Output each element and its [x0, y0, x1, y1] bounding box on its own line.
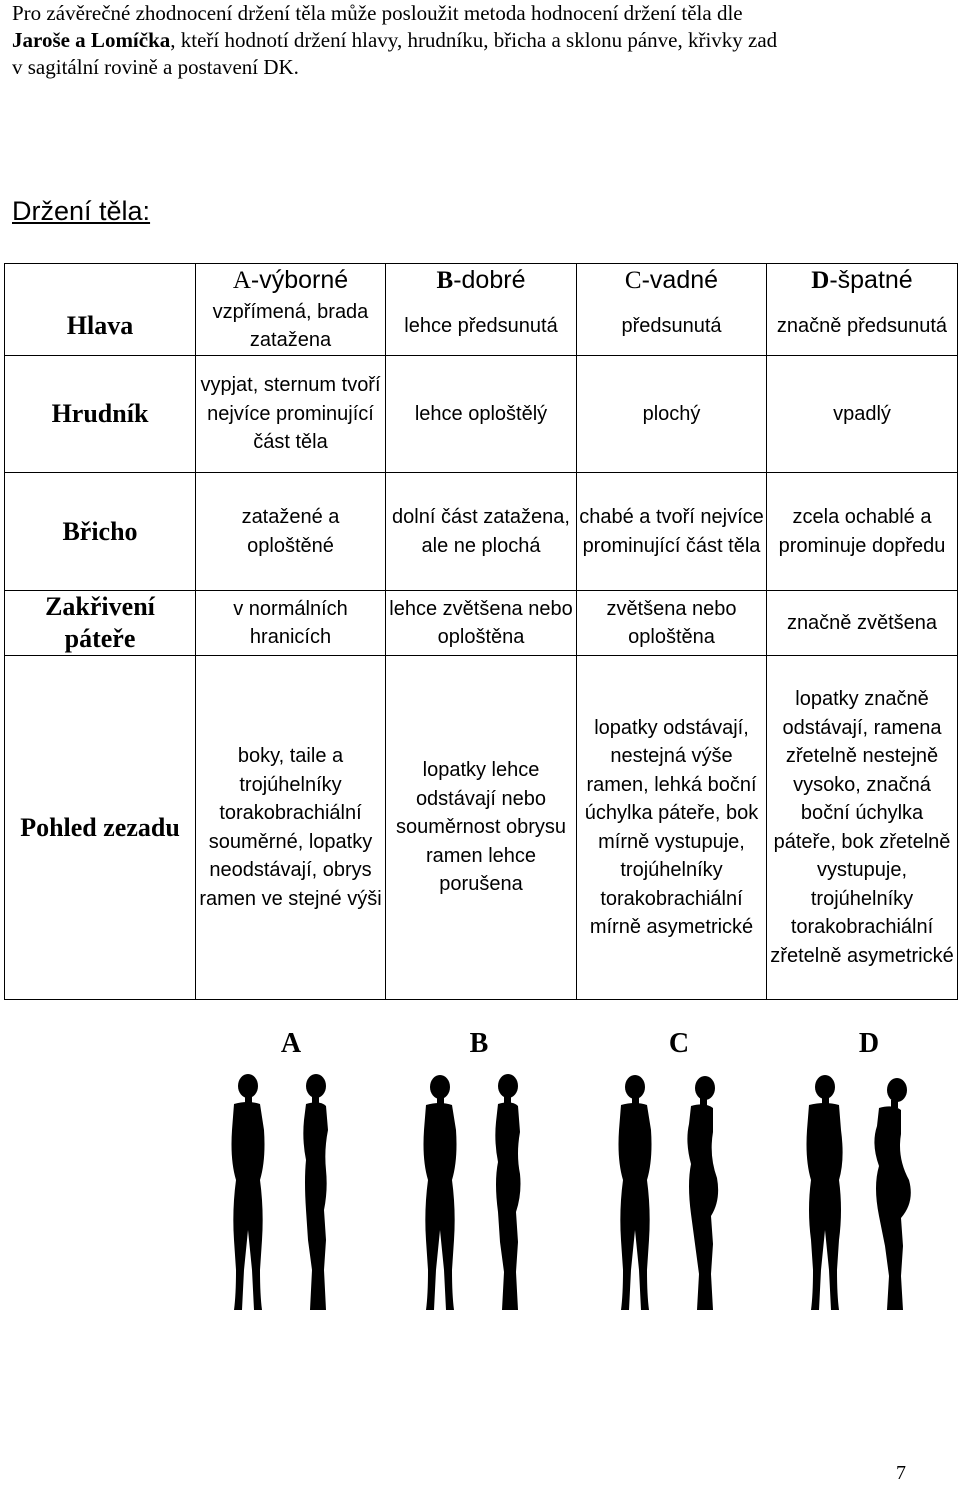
grade-header-d: D-špatné [767, 264, 958, 298]
posture-c-silhouettes [605, 1070, 735, 1320]
row-header-zakriveni: Zakřivení páteře [5, 591, 196, 656]
section-heading: Držení těla: [12, 196, 151, 226]
cell-hrudnik-c: plochý [577, 356, 767, 473]
cell-pohled-b: lopatky lehce odstávají nebo souměrnost obrysu ramen lehce porušena [386, 656, 577, 1000]
grade-header-c: C-vadné [577, 264, 767, 298]
cell-hrudnik-b: lehce oploštělý [386, 356, 577, 473]
intro-line1: Pro závěrečné zhodnocení držení těla může posloužit metoda hodnocení držení těla dle [12, 1, 743, 25]
cell-pohled-d: lopatky značně odstávají, ramena zřetelně nestejně vysoko, značná boční úchylka páteře, bok zřetelně vystupuje, trojúhelníky torakobrachiální zřetelně asymetrické [767, 656, 958, 1000]
table-row [5, 298, 958, 356]
figure-label-b: B [469, 1028, 489, 1059]
cell-hlava-c: předsunutá [577, 298, 767, 356]
posture-d-silhouettes [795, 1070, 925, 1320]
row-header-hrudnik: Hrudník [5, 356, 196, 473]
table-row [5, 356, 958, 473]
figure-label-d: D [858, 1028, 880, 1059]
corner-cell [5, 264, 196, 298]
table-row [5, 656, 958, 1000]
cell-zakriveni-c: zvětšena nebo oploštěna [577, 591, 767, 656]
posture-b-silhouettes [410, 1070, 540, 1320]
table-row [5, 473, 958, 591]
figure-label-c: C [668, 1028, 690, 1059]
intro-bold-authors: Jaroše a Lomíčka [12, 28, 171, 52]
cell-zakriveni-a: v normálních hranicích [196, 591, 386, 656]
intro-paragraph [12, 0, 942, 81]
grade-header-b: B-dobré [386, 264, 577, 298]
row-header-pohled: Pohled zezadu [5, 656, 196, 1000]
table-row [5, 591, 958, 656]
cell-pohled-c: lopatky odstávají, nestejná výše ramen, lehká boční úchylka páteře, bok mírně vystupuje, trojúhelníky torakobrachiální mírně asymetrické [577, 656, 767, 1000]
cell-bricho-b: dolní část zatažena, ale ne plochá [386, 473, 577, 591]
figure-label-a: A [280, 1028, 302, 1059]
grade-header-row [5, 264, 958, 298]
cell-zakriveni-d: značně zvětšena [767, 591, 958, 656]
cell-bricho-d: zcela ochablé a prominuje dopředu [767, 473, 958, 591]
cell-hrudnik-d: vpadlý [767, 356, 958, 473]
grade-header-a: A-výborné [196, 264, 386, 298]
cell-bricho-a: zatažené a oploštěné [196, 473, 386, 591]
page-number: 7 [896, 1462, 906, 1484]
posture-a-silhouettes [220, 1070, 350, 1320]
cell-hlava-d: značně předsunutá [767, 298, 958, 356]
intro-line2: , kteří hodnotí držení hlavy, hrudníku, břicha a sklonu pánve, křivky zad [170, 28, 778, 52]
cell-pohled-a: boky, taile a trojúhelníky torakobrachiální souměrné, lopatky neodstávají, obrys ramen ve stejné výši [196, 656, 386, 1000]
intro-line3: v sagitální rovině a postavení DK. [12, 55, 299, 79]
posture-table [4, 263, 958, 1000]
row-header-hlava: Hlava [5, 298, 196, 356]
cell-hlava-b: lehce předsunutá [386, 298, 577, 356]
row-header-bricho: Břicho [5, 473, 196, 591]
cell-bricho-c: chabé a tvoří nejvíce prominující část těla [577, 473, 767, 591]
posture-figures [195, 1020, 960, 1320]
cell-hrudnik-a: vypjat, sternum tvoří nejvíce prominující část těla [196, 356, 386, 473]
cell-hlava-a: vzpřímená, brada zatažena [196, 298, 386, 356]
cell-zakriveni-b: lehce zvětšena nebo oploštěna [386, 591, 577, 656]
